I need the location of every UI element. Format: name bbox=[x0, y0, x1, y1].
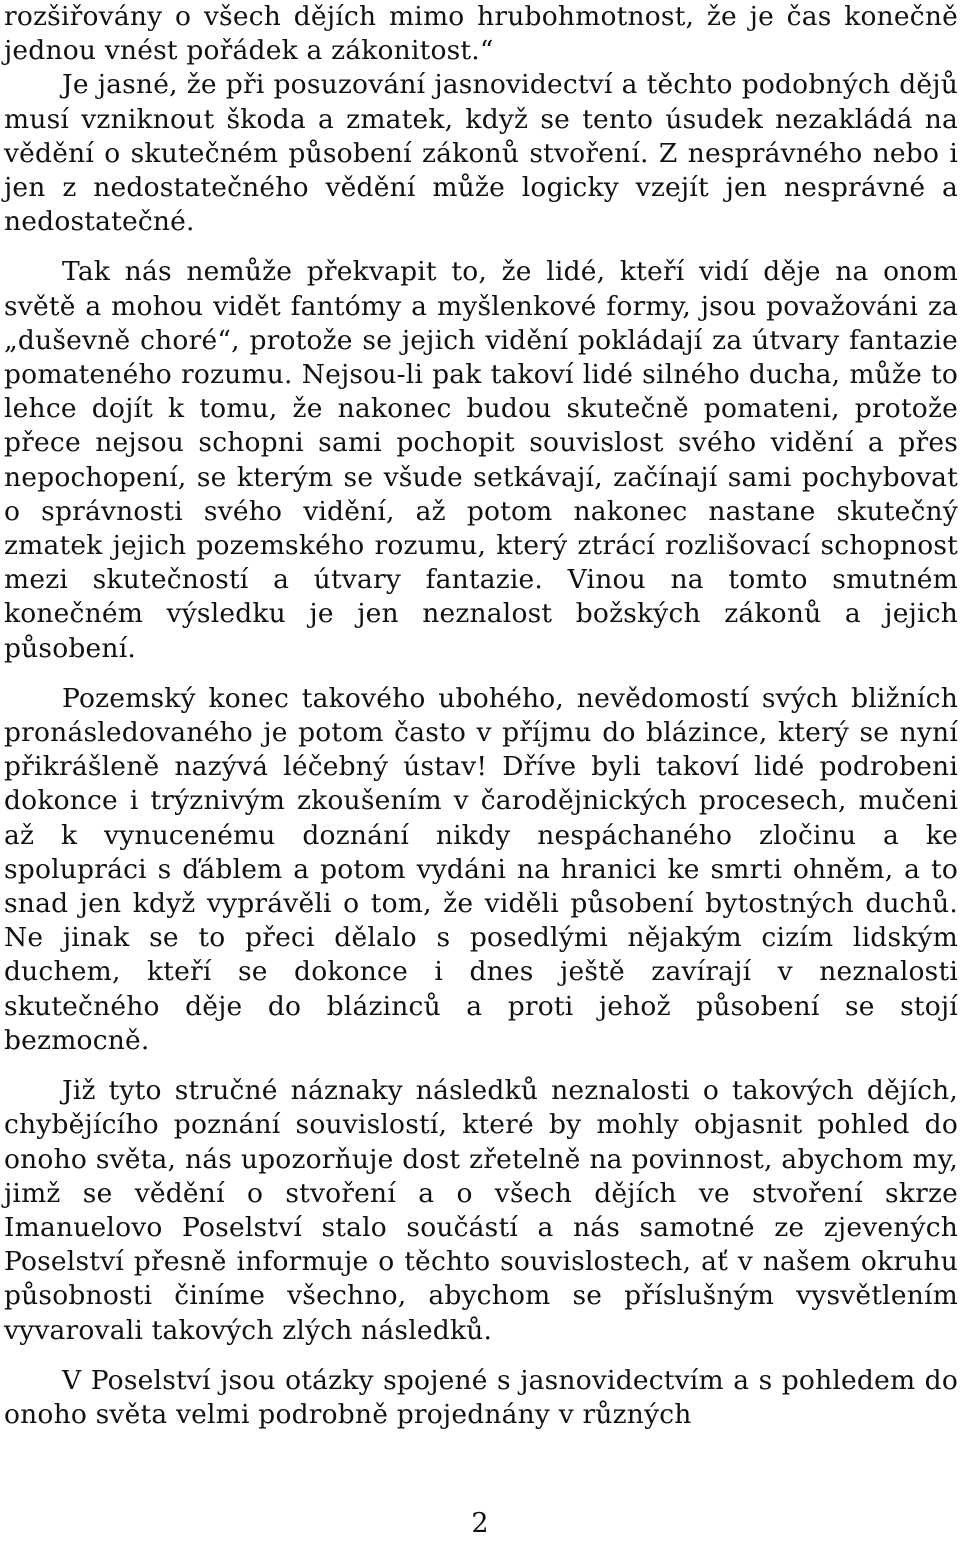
paragraph-continuation: rozšiřovány o všech dějích mimo hrubohmotnost, že je čas konečně jednou vnést pořádek a zákonitost.“ bbox=[4, 1, 958, 67]
document-page bbox=[4, 0, 958, 1432]
paragraph: Pozemský konec takového ubohého, nevědomostí svých bližních pronásledovaného je potom často v příjmu do blázince, který se nyní přikrášleně nazývá léčebný ústav! Dříve byli takoví lidé podrobeni dokonce i trýznivým zkoušením v čarodějnických procesech, mučeni až k vynucenému doznání nikdy nespáchaného zločinu a ke spolupráci s ďáblem a potom vydáni na hranici ke smrti ohněm, a to snad jen když vyprávěli o tom, že viděli působení bytostných duchů. Ne jinak se to přeci dělalo s posedlými nějakým cizím lidským duchem, kteří se dokonce i dnes ještě zavírají v neznalosti skutečného děje do blázinců a proti jehož působení se stojí bezmocně. bbox=[4, 682, 958, 1056]
paragraph: Tak nás nemůže překvapit to, že lidé, kteří vidí děje na onom světě a mohou vidět fantómy a myšlenkové formy, jsou považováni za „duševně choré“, protože se jejich vidění pokládají za útvary fantazie pomateného rozumu. Nejsou-li pak takoví lidé silného ducha, může to lehce dojít k tomu, že nakonec budou skutečně pomateni, protože přece nejsou schopni sami pochopit souvislost svého vidění a přes nepochopení, se kterým se všude setkávají, začínají sami pochybovat o správnosti svého vidění, až potom nakonec nastane skutečný zmatek jejich pozemského rozumu, který ztrácí rozlišovací schopnost mezi skutečností a útvary fantazie. Vinou na tomto smutném konečném výsledku je jen neznalost božských zákonů a jejich působení. bbox=[4, 256, 958, 664]
paragraph: Již tyto stručné náznaky následků neznalosti o takových dějích, chybějícího poznání souvislostí, které by mohly objasnit pohled do onoho světa, nás upozorňuje dost zřetelně na povinnost, abychom my, jimž se vědění o stvoření a o všech dějích ve stvoření skrze Imanuelovo Poselství stalo součástí a nás samotné ze zjevených Poselství přesně informuje o těchto souvislostech, ať v našem okruhu působnosti činíme všechno, abychom se příslušným vysvětlením vyvarovali takových zlých následků. bbox=[4, 1075, 958, 1346]
page-number: 2 bbox=[471, 1508, 489, 1539]
paragraph: Je jasné, že při posuzování jasnovidectví a těchto podobných dějů musí vzniknout škoda a zmatek, když se tento úsudek nezakládá na vědění o skutečném působení zákonů stvoření. Z nesprávného nebo i jen z nedostatečného vědění může logicky vzejít jen nesprávné a nedostatečné. bbox=[4, 69, 958, 238]
paragraph-trailing: V Poselství jsou otázky spojené s jasnovidectvím a s pohledem do onoho světa velmi podrobně projednány v různých bbox=[4, 1364, 958, 1430]
